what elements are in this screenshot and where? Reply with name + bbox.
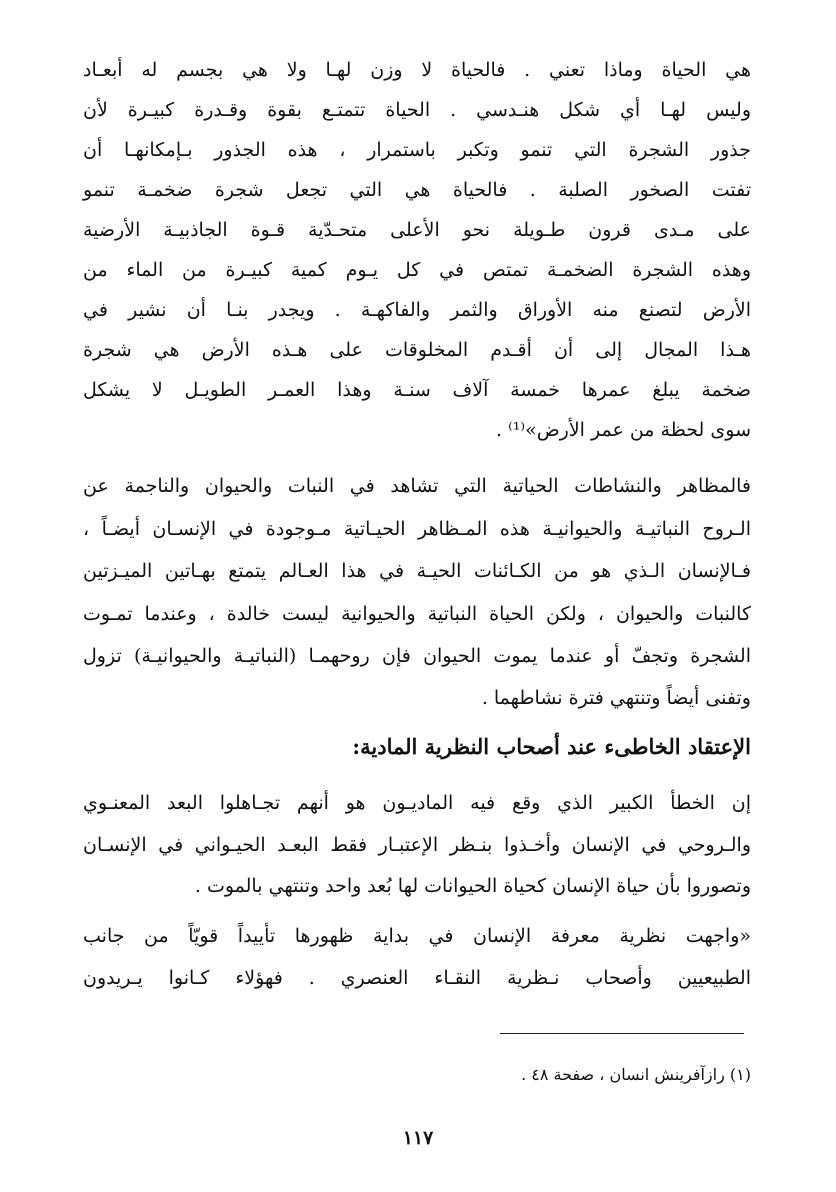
text-line: سوى لحظة من عمر الأرض»⁽¹⁾ . [496,419,751,441]
text-line: فالمظاهر والنشاطات الحياتية التي تشاهد في النبات والحيوان والناجمة عن [83,475,751,497]
text-line: والـروحي في الإنسان وأخـذوا بنـظر الإعتبـار فقط البعـد الحيـواني في الإنسـان [83,834,751,856]
text-line: وتصوروا بأن حياة الإنسان كحياة الحيوانات لها بُعد واحد وتنتهي بالموت . [194,875,751,897]
text-line: تفتت الصخور الصلبة . فالحياة هي التي تجعل شجرة ضخمـة تنمو [83,179,751,201]
text-line: الشجرة وتجفّ أو عندما يموت الحيوان فإن روحهمـا (النباتيـة والحيوانيـة) تزول [83,645,751,667]
text-line: على مـدى قرون طـويلة نحو الأعلى متحـدّية قـوة الجاذبيـة الأرضية [83,219,751,241]
text-line: إن الخطأ الكبير الذي وقع فيه الماديـون هو أنهم تجـاهلوا البعد المعنـوي [83,792,751,814]
text-line: وليس لهـا أي شكل هنـدسي . الحياة تتمتـع بقوة وقـدرة كبيـرة لأن [83,99,751,121]
text-line: «واجهت نظرية معرفة الإنسان في بداية ظهورها تأييداً قويّاً من جانب [83,925,751,947]
text-line: هـذا المجال إلى أن أقـدم المخلوقات على هـذه الأرض هي شجرة [83,339,751,361]
text-line: فـالإنسان الـذي هو من الكـائنات الحيـة في هذا العـالم يتمتع بهـاتين الميـزتين [83,560,751,582]
section-heading: الإعتقاد الخاطىء عند أصحاب النظرية المادية: [352,734,751,759]
footnote: (١) رازآفرينش انسان ، صفحة ٤٨ . [521,1065,751,1084]
text-line: جذور الشجرة التي تنمو وتكبر باستمرار ، هذه الجذور بـإمكانهـا أن [83,139,751,161]
text-line: الطبيعيين وأصحاب نـظرية النقـاء العنصري . فهؤلاء كـانوا يـريدون [83,967,751,989]
text-line: وهذه الشجرة الضخمـة تمتص في كل يـوم كمية كبيـرة من الماء من [83,259,751,281]
text-line: وتفنى أيضاً وتنتهي فترة نشاطهما . [481,687,751,709]
text-line: الأرض لتصنع منه الأوراق والثمر والفاكهـة . ويجدر بنـا أن نشير في [83,299,751,321]
footnote-divider [500,1033,744,1034]
text-line: كالنبات والحيوان ، ولكن الحياة النباتية والحيوانية ليست خالدة ، وعندما تمـوت [83,603,751,625]
text-line: الـروح النباتيـة والحيوانيـة هذه المـظاهر الحيـاتية مـوجودة في الإنسـان أيضـاً ، [83,518,751,540]
text-line: هي الحياة وماذا تعني . فالحياة لا وزن لهـا ولا هي بجسم له أبعـاد [83,59,751,81]
page-number: ١١٧ [402,1127,434,1149]
text-line: ضخمة يبلغ عمرها خمسة آلاف سنـة وهذا العمـر الطويـل لا يشكل [83,379,751,401]
